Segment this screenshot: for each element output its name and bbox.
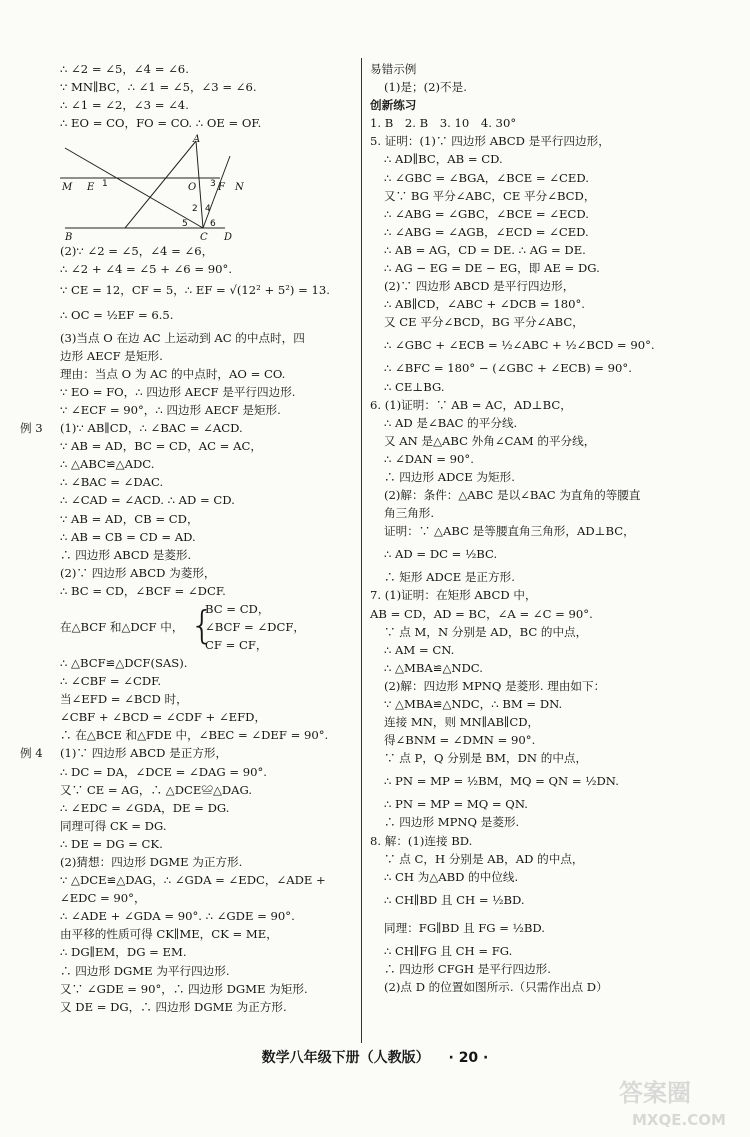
text-line: ∴ PN = MP = ½BM，MQ = QN = ½DN.	[384, 774, 619, 789]
right-b-block	[370, 114, 715, 996]
text-line: ∴ AB∥CD，∠ABC + ∠DCB = 180°.	[384, 297, 585, 312]
text-line: (2)∵ 四边形 ABCD 为菱形，	[60, 565, 216, 580]
text-line: ∴ ∠ABG = ∠AGB，∠ECD = ∠CED.	[384, 224, 589, 239]
text-line: 当∠EFD = ∠BCD 时，	[60, 692, 188, 707]
system-line-1: ∠BCF = ∠DCF，	[205, 620, 305, 635]
page-footer	[0, 1047, 750, 1067]
text-line: 又∵ CE = AG，∴ △DCE≌△DAG.	[60, 782, 253, 797]
text-line: ∵ CE = 12，CF = 5，∴ EF = √(12² + 5²) = 13.	[60, 282, 330, 297]
text-line: 边形 AECF 是矩形.	[60, 348, 163, 363]
text-line: ∴ AB = CB = CD = AD.	[60, 529, 196, 544]
system-prefix: 在△BCF 和△DCF 中，	[60, 619, 184, 634]
label-m: M	[62, 182, 73, 194]
geometry-figure	[60, 134, 355, 244]
text-line: ∴ BC = CD，∠BCF = ∠DCF.	[60, 583, 226, 598]
label-c: C	[200, 232, 208, 244]
text-line: ∵ △DCE≌△DAG，∴ ∠GDA = ∠EDC，∠ADE +	[60, 873, 326, 888]
ex3-line-0: (1)∵ AB∥CD，∴ ∠BAC = ∠ACD.	[60, 421, 243, 436]
text-line: ∴ △ABC≌△ADC.	[60, 457, 155, 472]
text-line: ∵ 点 M，N 分别是 AD，BC 的中点，	[384, 624, 588, 639]
text-line: 1. B 2. B 3. 10 4. 30°	[370, 116, 517, 131]
text-line: ∴ ∠2 = ∠5，∠4 = ∠6.	[60, 62, 189, 76]
text-line: ∴ ∠EDC = ∠GDA，DE = DG.	[60, 800, 230, 815]
text-line: ∴ △BCF≌△DCF(SAS).	[60, 655, 188, 670]
system-line-0: BC = CD，	[205, 601, 270, 616]
text-line: ∵ MN∥BC，∴ ∠1 = ∠5，∠3 = ∠6.	[60, 80, 257, 95]
text-line: ∴ ∠CBF = ∠CDF.	[60, 674, 162, 689]
text-line: ∵ AB = AD，CB = CD，	[60, 511, 199, 526]
text-line: ∴ AD∥BC，AB = CD.	[384, 152, 503, 167]
system-lines	[205, 600, 305, 654]
text-line: (2)解：条件：△ABC 是以∠BAC 为直角的等腰直	[384, 488, 641, 503]
right-column	[370, 60, 715, 996]
text-line: ∴ EO = CO，FO = CO. ∴ OE = OF.	[60, 116, 262, 131]
text-line: ∴ 四边形 ABCD 是菱形.	[60, 547, 192, 562]
ex4-line-0: (1)∵ 四边形 ABCD 是正方形，	[60, 746, 228, 761]
text-line: ∴ 在△BCE 和△FDE 中，∠BEC = ∠DEF = 90°.	[60, 728, 329, 743]
label-o: O	[188, 182, 197, 194]
text-line: 连接 MN，则 MN∥AB∥CD，	[384, 715, 540, 730]
ex3-after-block	[60, 654, 355, 744]
text-line: ∴ DG∥EM，DG = EM.	[60, 945, 187, 960]
text-line: ∴ ∠BFC = 180° − (∠GBC + ∠ECB) = 90°.	[384, 361, 632, 376]
text-line: (2)点 D 的位置如图所示.（只需作出点 D）	[384, 980, 608, 995]
left-column	[20, 60, 355, 1016]
text-line: ∴ AD = DC = ½BC.	[384, 547, 498, 562]
text-line: ∴ 四边形 MPNQ 是菱形.	[384, 815, 520, 830]
text-line: ∴ AG − EG = DE − EG，即 AE = DG.	[384, 261, 600, 276]
text-line: ∠EDC = 90°，	[60, 891, 146, 906]
text-line: ∵ 点 P，Q 分别是 BM，DN 的中点，	[384, 751, 588, 766]
text-line: 证明：∵ △ABC 是等腰直角三角形，AD⊥BC，	[384, 524, 635, 539]
text-line: (2)解：四边形 MPNQ 是菱形. 理由如下：	[384, 678, 606, 693]
text-line: (2)∵ ∠2 = ∠5，∠4 = ∠6，	[60, 244, 214, 259]
text-line: ∴ △MBA≌△NDC.	[384, 660, 483, 675]
text-line: ∵ △MBA≌△NDC，∴ BM = DN.	[384, 697, 563, 711]
watermark-text-2: MXQE.COM	[632, 1111, 726, 1129]
system-row	[60, 600, 355, 654]
ex3-block	[60, 437, 355, 600]
text-line: ∴ ∠1 = ∠2，∠3 = ∠4.	[60, 98, 189, 113]
label-f: F	[218, 182, 225, 194]
page-number: · 20 ·	[448, 1050, 489, 1066]
text-line: ∴ ∠CAD = ∠ACD. ∴ AD = CD.	[60, 493, 235, 508]
text-line: ∵ ∠ECF = 90°，∴ 四边形 AECF 是矩形.	[60, 402, 281, 417]
text-line: ∴ CE⊥BG.	[384, 379, 445, 394]
text-line: 又∵ BG 平分∠ABC，CE 平分∠BCD，	[384, 188, 596, 203]
text-line: 由平移的性质可得 CK∥ME，CK = ME，	[60, 927, 278, 942]
segment-ce	[65, 148, 203, 228]
segment-ba	[125, 141, 196, 228]
text-line: 5. 证明：(1)∵ 四边形 ABCD 是平行四边形，	[370, 134, 610, 149]
text-line: ∵ EO = FO，∴ 四边形 AECF 是平行四边形.	[60, 384, 296, 399]
label-3: 3	[210, 179, 216, 190]
system-line-2: CF = CF，	[205, 638, 268, 653]
text-line: ∴ ∠2 + ∠4 = ∠5 + ∠6 = 90°.	[60, 262, 232, 277]
text-line: ∴ 四边形 CFGH 是平行四边形.	[384, 961, 551, 976]
label-2: 2	[192, 204, 198, 215]
column-divider	[361, 58, 362, 1043]
text-line: ∴ ∠DAN = 90°.	[384, 451, 474, 466]
text-line: ∠CBF + ∠BCD = ∠CDF + ∠EFD，	[60, 710, 267, 725]
label-6: 6	[210, 219, 216, 230]
watermark-text-1: 答案圈	[619, 1079, 691, 1107]
text-line: ∴ AM = CN.	[384, 642, 455, 657]
text-line: (2)猜想：四边形 DGME 为正方形.	[60, 855, 243, 869]
right-a-block	[370, 60, 715, 96]
text-line: ∴ ∠ADE + ∠GDA = 90°. ∴ ∠GDE = 90°.	[60, 909, 295, 924]
text-line: ∴ OC = ½EF = 6.5.	[60, 307, 174, 322]
text-line: ∵ 点 C，H 分别是 AB，AD 的中点，	[384, 851, 584, 866]
triangle-diagram	[60, 134, 244, 244]
text-line: ∴ DE = DG = CK.	[60, 836, 163, 851]
label-d: D	[224, 232, 233, 244]
ex4-block	[60, 763, 355, 1016]
label-e: E	[87, 182, 95, 194]
label-a: A	[193, 134, 201, 146]
text-line: ∴ ∠GBC = ∠BGA，∠BCE = ∠CED.	[384, 170, 589, 185]
label-5: 5	[182, 219, 188, 230]
text-line: 又 AN 是△ABC 外角∠CAM 的平分线，	[384, 433, 596, 448]
text-line: ∴ AD 是∠BAC 的平分线.	[384, 415, 518, 430]
section-heading: 创新练习	[370, 98, 417, 113]
text-line: ∴ 四边形 DGME 为平行四边形.	[60, 963, 230, 978]
footer-title: 数学八年级下册（人教版）	[261, 1050, 430, 1066]
ex3-first-line	[20, 419, 355, 437]
segment-cf	[203, 156, 230, 228]
text-line: 8. 解：(1)连接 BD.	[370, 833, 473, 848]
label-1: 1	[102, 179, 108, 190]
text-line: 同理：FG∥BD 且 FG = ½BD.	[384, 920, 545, 935]
text-line: ∴ PN = MP = MQ = QN.	[384, 797, 528, 812]
text-line: 7. (1)证明：在矩形 ABCD 中，	[370, 588, 537, 603]
text-line: ∴ CH∥FG 且 CH = FG.	[384, 943, 513, 958]
text-line: ∴ DC = DA，∠DCE = ∠DAG = 90°.	[60, 764, 267, 779]
text-line: ∴ 四边形 ADCE 为矩形.	[384, 469, 515, 484]
text-line: 易错示例	[370, 62, 417, 76]
text-line: ∴ ∠ABG = ∠GBC，∠BCE = ∠ECD.	[384, 206, 589, 221]
text-line: ∴ 矩形 ADCE 是正方形.	[384, 570, 515, 585]
text-line: ∴ ∠GBC + ∠ECB = ½∠ABC + ½∠BCD = 90°.	[384, 338, 655, 353]
left-top-block	[60, 60, 355, 132]
text-line: ∵ AB = AD，BC = CD，AC = AC，	[60, 439, 262, 454]
text-line: ∴ AB = AG，CD = DE. ∴ AG = DE.	[384, 242, 586, 257]
text-line: 6. (1)证明：∵ AB = AC，AD⊥BC，	[370, 397, 572, 412]
text-line: ∴ ∠BAC = ∠DAC.	[60, 475, 164, 490]
text-line: ∴ CH 为△ABD 的中位线.	[384, 869, 519, 884]
text-line: 又∵ ∠GDE = 90°，∴ 四边形 DGME 为矩形.	[60, 981, 308, 996]
text-line: 角三角形.	[384, 506, 435, 521]
label-b: B	[65, 232, 73, 244]
segment-ac	[196, 141, 203, 228]
text-line: 同理可得 CK = DG.	[60, 818, 167, 833]
text-line: AB = CD，AD = BC，∠A = ∠C = 90°.	[370, 606, 593, 621]
system-brace: {	[190, 602, 215, 647]
left-mid-block	[60, 242, 355, 419]
text-line: (3)当点 O 在边 AC 上运动到 AC 的中点时，四	[60, 330, 305, 345]
text-line: (2)∵ 四边形 ABCD 是平行四边形，	[384, 279, 575, 294]
text-line: 又 CE 平分∠BCD，BG 平分∠ABC，	[384, 315, 584, 330]
text-line: (1)是；(2)不是.	[384, 80, 467, 95]
text-line: 得∠BNM = ∠DMN = 90°.	[384, 733, 536, 748]
ex4-first-line	[20, 744, 355, 762]
text-line: 又 DE = DG，∴ 四边形 DGME 为正方形.	[60, 999, 287, 1014]
text-line: 理由：当点 O 为 AC 的中点时，AO = CO.	[60, 366, 286, 381]
label-n: N	[235, 182, 244, 194]
ex3-label: 例 3	[20, 421, 43, 436]
text-line: ∴ CH∥BD 且 CH = ½BD.	[384, 892, 525, 907]
watermark-logo	[614, 1073, 744, 1133]
ex4-label: 例 4	[20, 746, 43, 761]
label-4: 4	[205, 204, 211, 215]
